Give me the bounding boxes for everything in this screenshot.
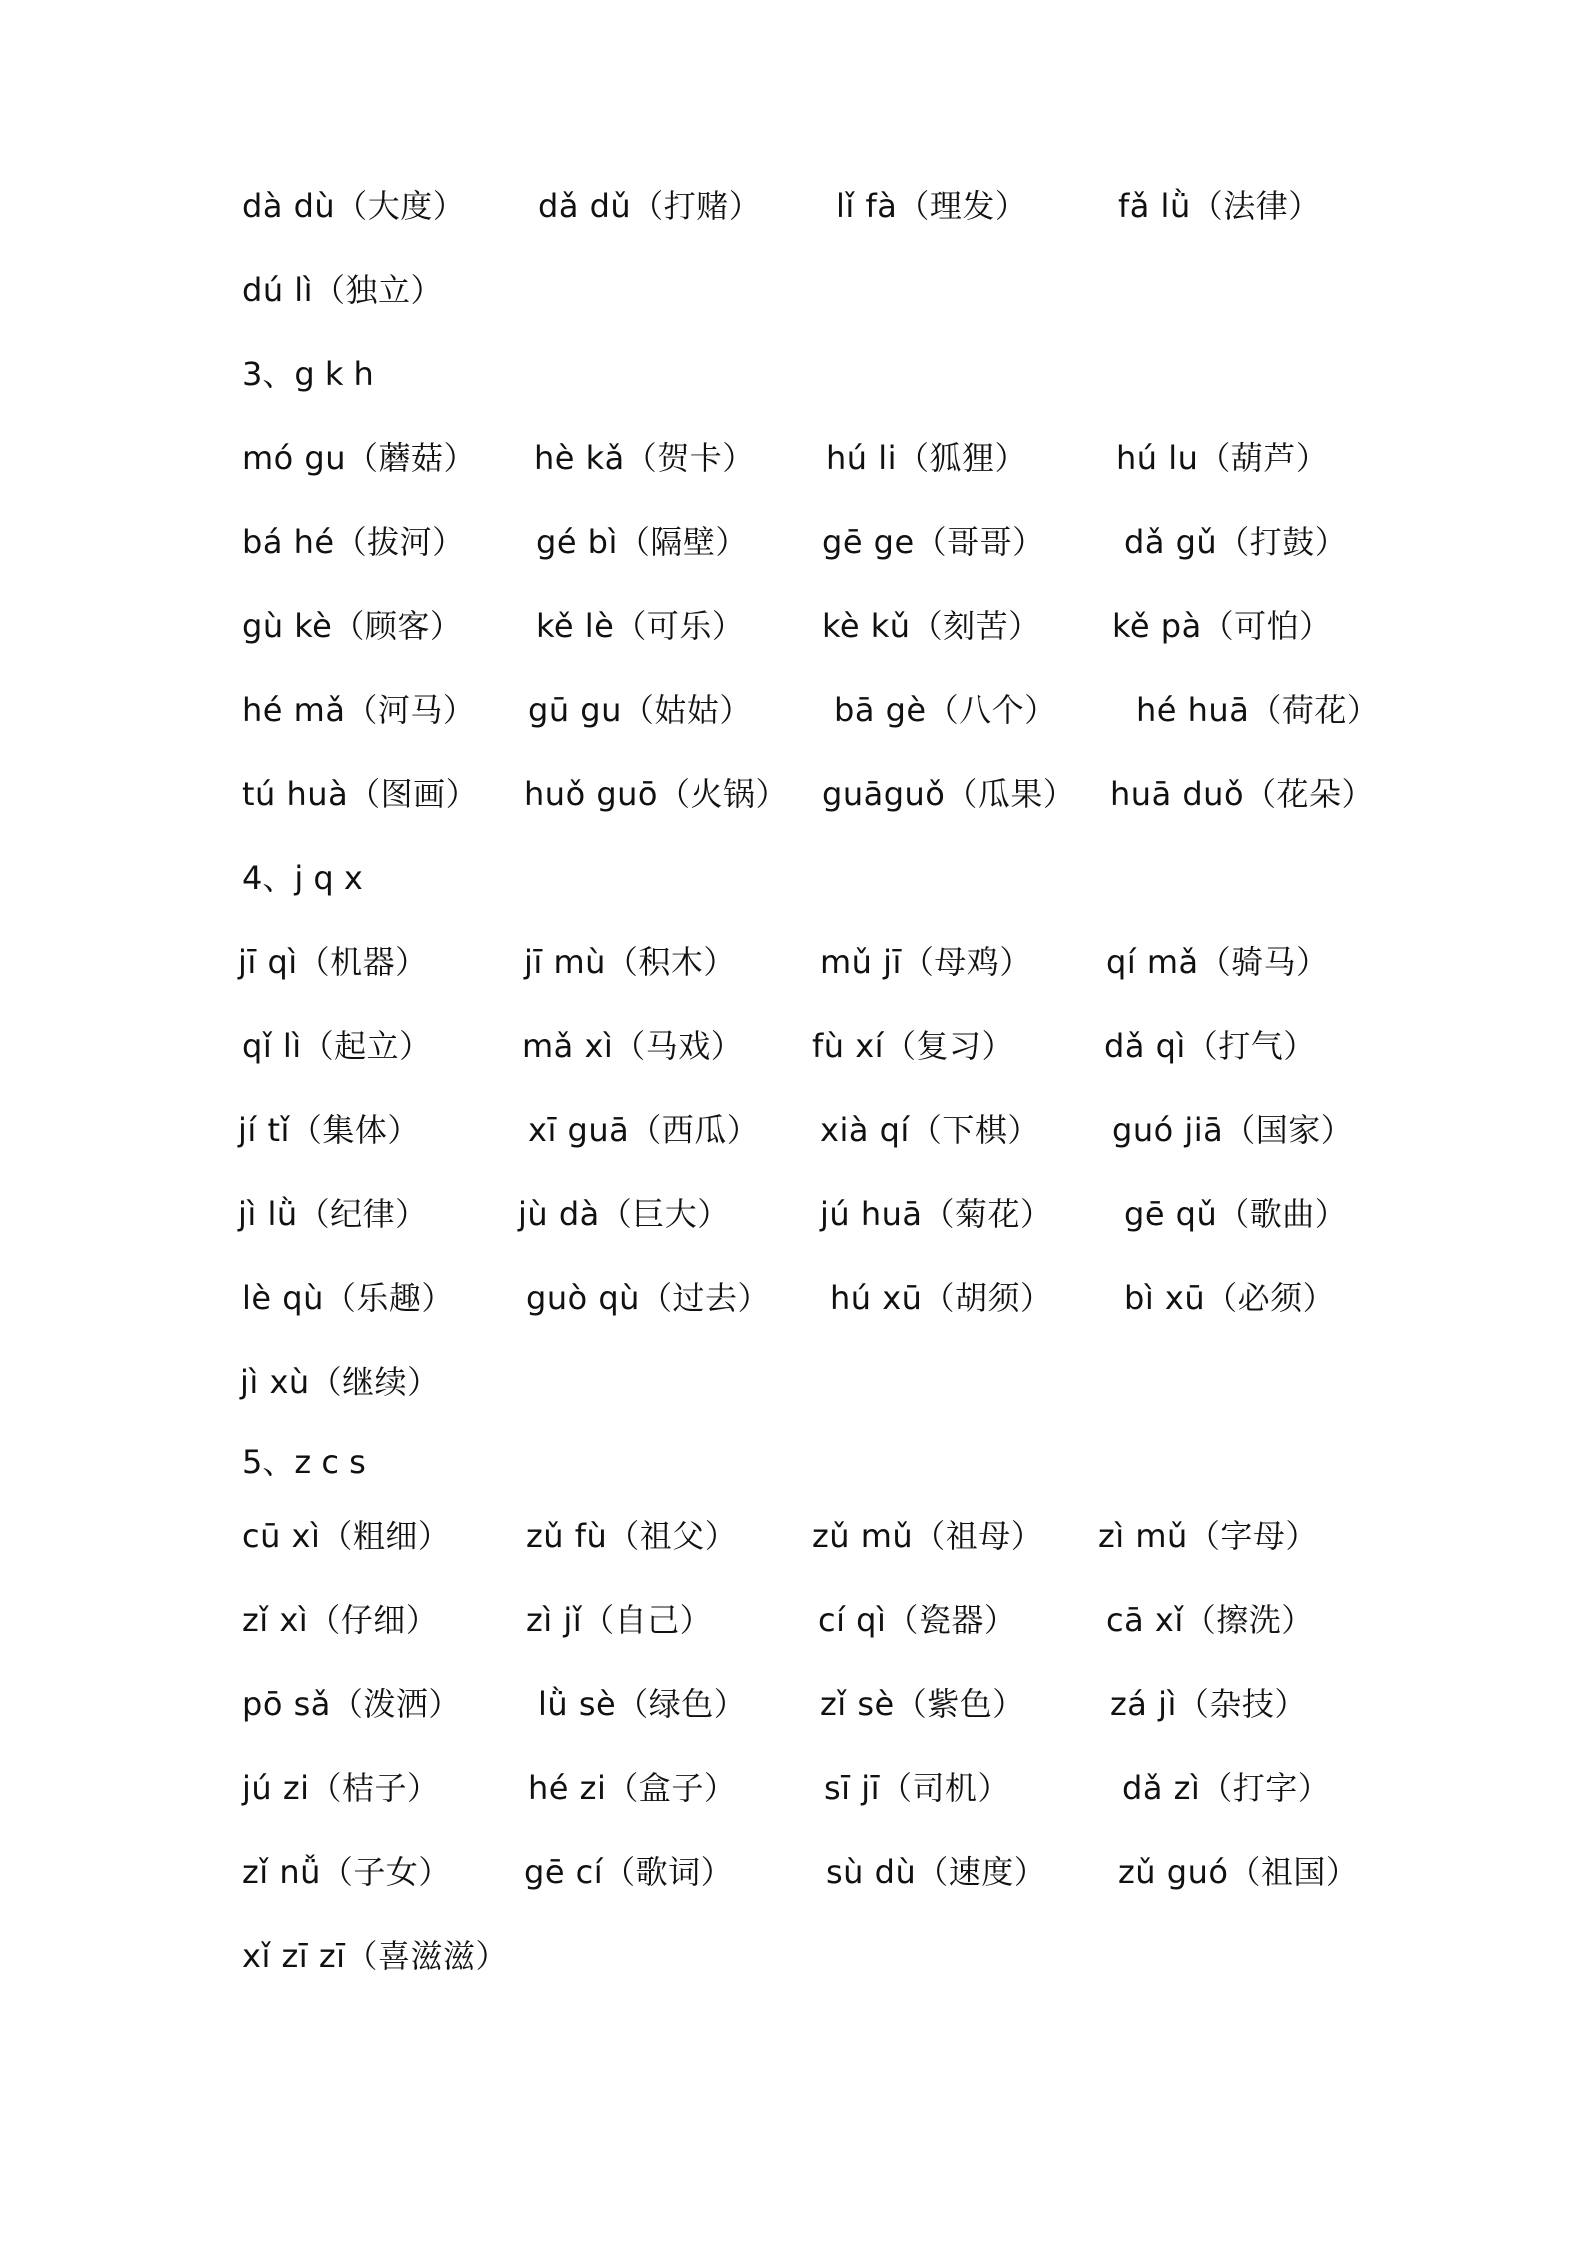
pinyin-word-entry: mǎ xì（马戏） bbox=[522, 1027, 744, 1065]
section-heading-2: 4、j q x bbox=[242, 859, 363, 897]
pinyin-word-entry: mǔ jī（母鸡） bbox=[820, 943, 1032, 981]
word-row bbox=[0, 1842, 1587, 1902]
pinyin-word-entry: lǜ sè（绿色） bbox=[538, 1685, 747, 1723]
pinyin-word-entry: sī jī（司机） bbox=[824, 1769, 1011, 1807]
pinyin-word-entry: hú xū（胡须） bbox=[830, 1279, 1053, 1317]
pinyin-word-entry: lǐ fà（理发） bbox=[836, 187, 1028, 225]
pinyin-word-entry: huā duǒ（花朵） bbox=[1110, 775, 1375, 813]
pinyin-word-entry: jí tǐ（集体） bbox=[238, 1111, 420, 1149]
word-row bbox=[0, 1926, 1587, 1986]
pinyin-word-entry: jú huā（菊花） bbox=[820, 1195, 1053, 1233]
pinyin-word-entry: zǔ fù（祖父） bbox=[526, 1517, 738, 1555]
pinyin-word-entry: jì lǜ（纪律） bbox=[238, 1195, 428, 1233]
word-row bbox=[0, 512, 1587, 572]
pinyin-word-entry: dǎ qì（打气） bbox=[1104, 1027, 1316, 1065]
pinyin-word-entry: zǐ xì（仔细） bbox=[242, 1601, 439, 1639]
pinyin-word-entry: qí mǎ（骑马） bbox=[1106, 943, 1329, 981]
pinyin-word-entry: hú lu（葫芦） bbox=[1116, 439, 1329, 477]
pinyin-word-entry: gē qǔ（歌曲） bbox=[1124, 1195, 1348, 1233]
pinyin-word-entry: guó jiā（国家） bbox=[1112, 1111, 1354, 1149]
pinyin-word-entry: cū xì（粗细） bbox=[242, 1517, 451, 1555]
pinyin-word-entry: guāguǒ（瓜果） bbox=[822, 775, 1076, 813]
pinyin-word-entry: hé zi（盒子） bbox=[528, 1769, 737, 1807]
pinyin-word-entry: xǐ zī zī（喜滋滋） bbox=[242, 1937, 509, 1975]
pinyin-word-entry: zá jì（杂技） bbox=[1110, 1685, 1307, 1723]
pinyin-word-entry: dǎ gǔ（打鼓） bbox=[1124, 523, 1348, 561]
word-row bbox=[0, 260, 1587, 320]
pinyin-word-entry: mó gu（蘑菇） bbox=[242, 439, 477, 477]
pinyin-word-entry: kě lè（可乐） bbox=[536, 607, 745, 645]
pinyin-word-entry: bā gè（八个） bbox=[834, 691, 1057, 729]
pinyin-word-entry: zì jǐ（自己） bbox=[526, 1601, 713, 1639]
pinyin-word-entry: dǎ dǔ（打赌） bbox=[538, 187, 762, 225]
pinyin-word-entry: zǐ sè（紫色） bbox=[820, 1685, 1025, 1723]
pinyin-word-entry: bá hé（拔河） bbox=[242, 523, 465, 561]
pinyin-word-entry: zǐ nǚ（子女） bbox=[242, 1853, 451, 1891]
pinyin-word-entry: lè qù（乐趣） bbox=[242, 1279, 454, 1317]
pinyin-word-entry: jì xù（继续） bbox=[240, 1363, 440, 1401]
pinyin-word-entry: gē cí（歌词） bbox=[524, 1853, 734, 1891]
section-heading-1: 3、g k h bbox=[242, 355, 374, 393]
pinyin-word-entry: jù dà（巨大） bbox=[518, 1195, 730, 1233]
word-row bbox=[0, 1016, 1587, 1076]
pinyin-word-entry: guò qù（过去） bbox=[526, 1279, 770, 1317]
pinyin-word-entry: jú zi（桔子） bbox=[242, 1769, 440, 1807]
pinyin-word-entry: sù dù（速度） bbox=[826, 1853, 1047, 1891]
pinyin-word-entry: xī guā（西瓜） bbox=[528, 1111, 760, 1149]
pinyin-word-entry: kě pà（可怕） bbox=[1112, 607, 1332, 645]
pinyin-word-entry: zǔ mǔ（祖母） bbox=[812, 1517, 1044, 1555]
pinyin-word-entry: jī mù（积木） bbox=[524, 943, 736, 981]
pinyin-word-entry: cā xǐ（擦洗） bbox=[1106, 1601, 1314, 1639]
pinyin-word-entry: hé mǎ（河马） bbox=[242, 691, 476, 729]
pinyin-word-entry: hú li（狐狸） bbox=[826, 439, 1028, 477]
word-row bbox=[0, 1268, 1587, 1328]
pinyin-word-entry: zì mǔ（字母） bbox=[1098, 1517, 1318, 1555]
pinyin-word-entry: fǎ lǜ（法律） bbox=[1118, 187, 1321, 225]
pinyin-word-entry: jī qì（机器） bbox=[238, 943, 428, 981]
word-row bbox=[0, 932, 1587, 992]
pinyin-word-entry: bì xū（必须） bbox=[1124, 1279, 1336, 1317]
pinyin-word-entry: kè kǔ（刻苦） bbox=[822, 607, 1041, 645]
pinyin-word-entry: hé huā（荷花） bbox=[1136, 691, 1380, 729]
pinyin-word-entry: huǒ guō（火锅） bbox=[524, 775, 788, 813]
pinyin-word-entry: xià qí（下棋） bbox=[820, 1111, 1040, 1149]
word-row bbox=[0, 1184, 1587, 1244]
pinyin-word-entry: pō sǎ（泼洒） bbox=[242, 1685, 461, 1723]
word-row bbox=[0, 680, 1587, 740]
pinyin-word-entry: gū gu（姑姑） bbox=[528, 691, 752, 729]
pinyin-word-entry: hè kǎ（贺卡） bbox=[534, 439, 755, 477]
word-row bbox=[0, 1352, 1587, 1412]
pinyin-word-entry: gē ge（哥哥） bbox=[822, 523, 1045, 561]
pinyin-word-entry: fù xí（复习） bbox=[812, 1027, 1015, 1065]
pinyin-word-entry: dà dù（大度） bbox=[242, 187, 466, 225]
pinyin-word-entry: qǐ lì（起立） bbox=[242, 1027, 432, 1065]
pinyin-word-entry: tú huà（图画） bbox=[242, 775, 479, 813]
pinyin-word-entry: dú lì（独立） bbox=[242, 271, 444, 309]
word-row bbox=[0, 596, 1587, 656]
pinyin-word-entry: dǎ zì（打字） bbox=[1122, 1769, 1331, 1807]
word-row bbox=[0, 1506, 1587, 1566]
word-row bbox=[0, 764, 1587, 824]
word-row bbox=[0, 1674, 1587, 1734]
pinyin-word-entry: gé bì（隔壁） bbox=[536, 523, 748, 561]
word-row bbox=[0, 1100, 1587, 1160]
section-heading-3: 5、z c s bbox=[242, 1443, 366, 1481]
pinyin-word-entry: zǔ guó（祖国） bbox=[1118, 1853, 1359, 1891]
word-row bbox=[0, 1758, 1587, 1818]
pinyin-word-entry: cí qì（瓷器） bbox=[818, 1601, 1017, 1639]
word-row bbox=[0, 176, 1587, 236]
word-row bbox=[0, 428, 1587, 488]
pinyin-word-entry: gù kè（顾客） bbox=[242, 607, 463, 645]
word-row bbox=[0, 1590, 1587, 1650]
